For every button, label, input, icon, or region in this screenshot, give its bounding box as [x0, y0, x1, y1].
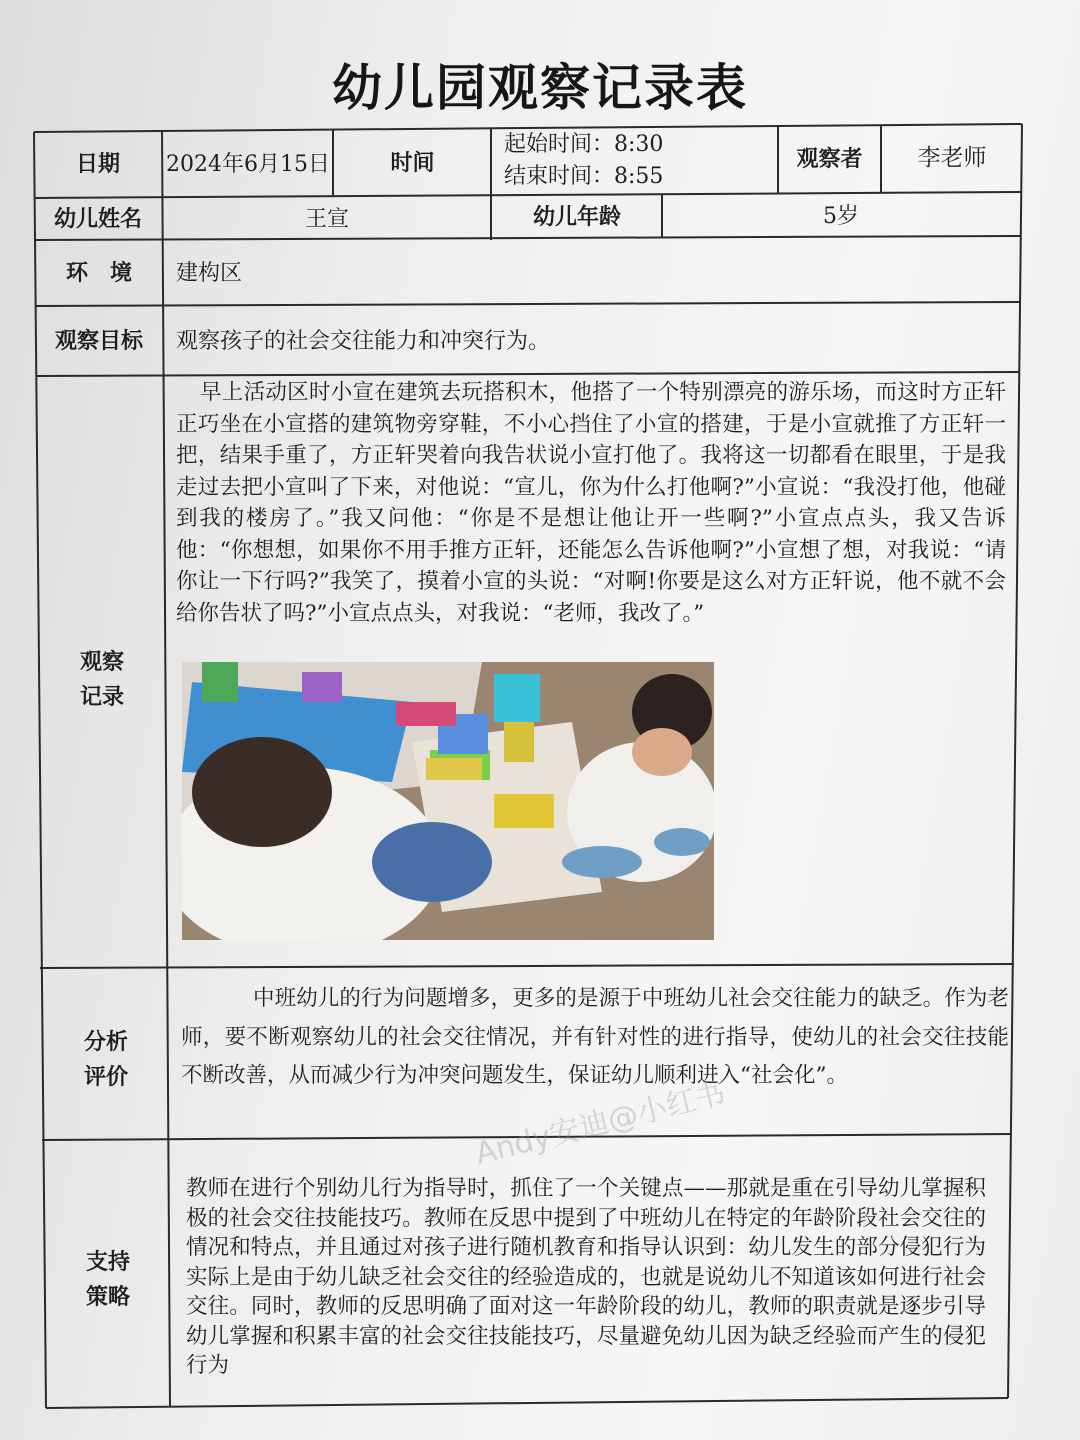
child-age-value: 5岁: [823, 203, 859, 229]
time-label: 时间: [390, 150, 435, 176]
analysis-label-line2: 评价: [83, 1065, 128, 1090]
goal-label: 观察目标: [54, 328, 143, 354]
analysis-text: 中班幼儿的行为问题增多，更多的是源于中班幼儿社会交往能力的缺乏。作为老师，要不断观察幼儿的社会交往情况，并有针对性的进行指导，使幼儿的社会交往技能不断改善，从而减少行为冲突问题发生，保证幼儿顺利进入“社会化”。: [181, 986, 1009, 1088]
date-value: 2024年6月15日: [166, 151, 330, 177]
observer-value: 李老师: [917, 145, 987, 172]
child-name-label: 幼儿姓名: [53, 206, 142, 232]
watermark-text: Andy安迪@小红书: [471, 1075, 730, 1172]
analysis-label-line1: 分析: [83, 1029, 128, 1055]
observer-label: 观察者: [796, 146, 863, 172]
analysis-label: [44, 1020, 168, 1100]
start-time: 起始时间：8:30: [504, 132, 664, 157]
goal-value: 观察孩子的社会交往能力和冲突行为。: [176, 328, 551, 354]
children-building-blocks-photo: [182, 662, 714, 940]
time-range: [504, 129, 774, 193]
child-age-label: 幼儿年龄: [532, 204, 621, 230]
page-title: 幼儿园观察记录表: [332, 59, 748, 117]
environment-value: 建构区: [176, 260, 243, 286]
environment-label: 环 境: [65, 260, 132, 286]
end-time: 结束时间：8:55: [504, 164, 664, 189]
record-label: [40, 640, 164, 720]
child-name-value: 王宣: [304, 206, 349, 232]
record-label-line2: 记录: [79, 685, 124, 710]
record-text: 早上活动区时小宣在建筑去玩搭积木，他搭了一个特别漂亮的游乐场，而这时方正轩正巧坐在小宣搭的建筑物旁穿鞋，不小心挡住了小宣的搭建，于是小宣就推了方正轩一把，结果手重了，方正轩哭着向我告状说小宣打他了。我将这一切都看在眼里，于是我走过去把小宣叫了下来，对他说：“宣儿，你为什么打他啊?”小宣说：“我没打他，他碰到我的楼房了。”我又问他：“你是不是想让他让开一些啊?”小宣点点头，我又告诉他：“你想想，如果你不用手推方正轩，还能怎么告诉他啊?”小宣想了想，对我说：“请你让一下行吗?”我笑了，摸着小宣的头说：“对啊!你要是这么对方正轩说，他不就不会给你告状了吗?”小宣点点头，对我说：“老师，我改了。”: [176, 380, 1006, 626]
photo-illustration: [182, 662, 714, 940]
record-label-line1: 观察: [79, 649, 124, 675]
date-label: 日期: [75, 151, 120, 177]
strategy-label-line1: 支持: [85, 1249, 130, 1275]
strategy-label: [46, 1240, 170, 1320]
strategy-label-line2: 策略: [85, 1285, 130, 1310]
strategy-text: 教师在进行个别幼儿行为指导时，抓住了一个关键点——那就是重在引导幼儿掌握积极的社会交往技能技巧。教师在反思中提到了中班幼儿在特定的年龄阶段社会交往的情况和特点，并且通过对孩子进行随机教育和指导认识到：幼儿发生的部分侵犯行为实际上是由于幼儿缺乏社会交往的经验造成的，也就是说幼儿不知道该如何进行社会交往。同时，教师的反思明确了面对这一年龄阶段的幼儿，教师的职责就是逐步引导幼儿掌握和积累丰富的社会交往技能技巧，尽量避免幼儿因为缺乏经验而产生的侵犯行为: [186, 1176, 986, 1378]
